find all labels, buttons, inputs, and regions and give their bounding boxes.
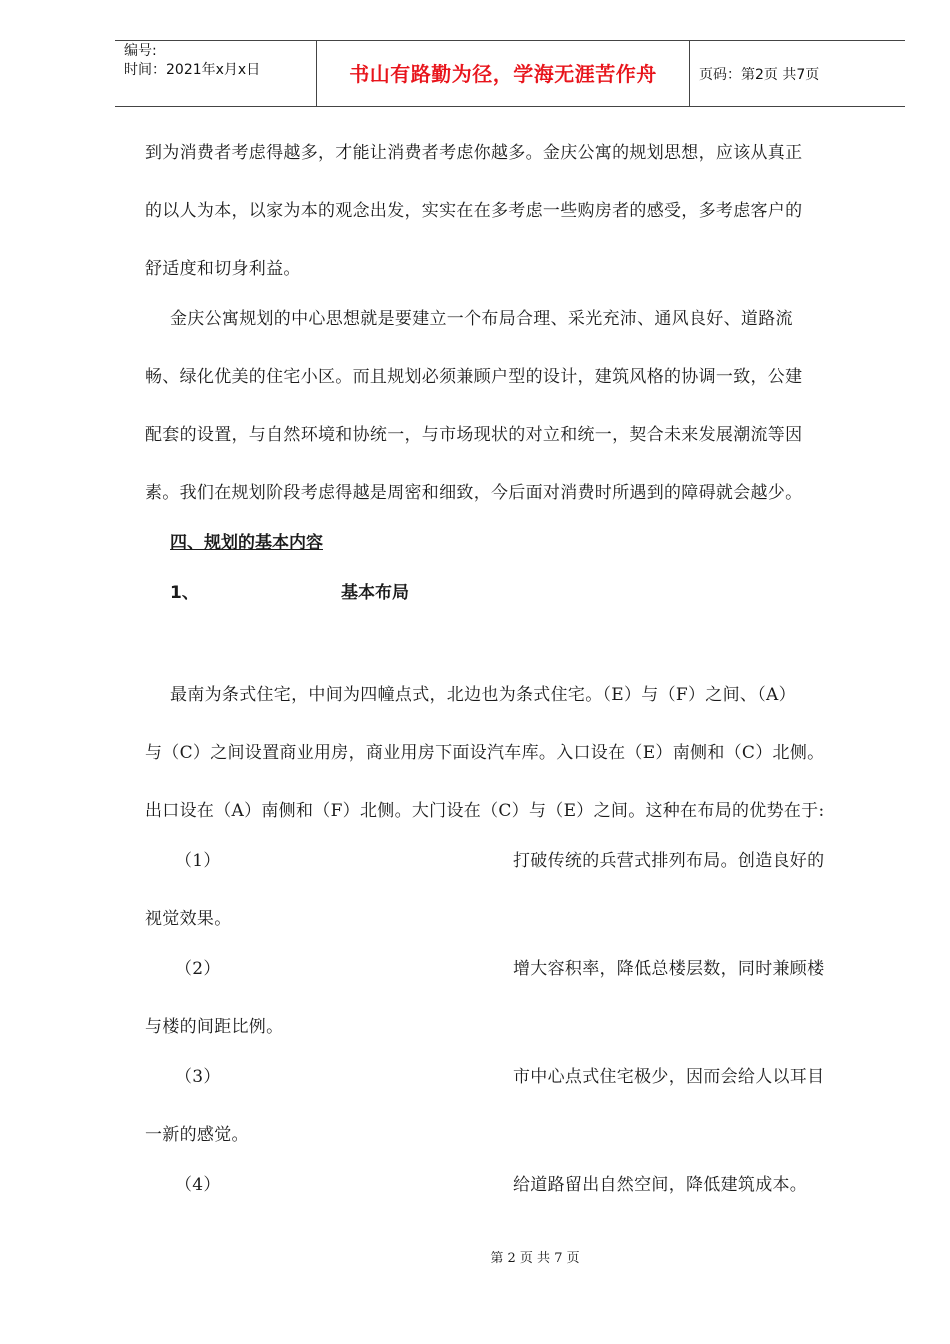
page-footer: 第 2 页 共 7 页 [490,1251,580,1266]
header-motto: 书山有路勤为径，学海无涯苦作舟 [349,62,657,86]
header-meta [124,42,260,80]
layout-line: 最南为条式住宅，中间为四幢点式，北边也为条式住宅。（E）与（F）之间、（A） [170,685,796,705]
advantage-text: 增大容积率，降低总楼层数，同时兼顾楼 [513,959,825,979]
advantage-continuation: 与楼的间距比例。 [145,1017,284,1037]
body-line: 配套的设置，与自然环境和协统一，与市场现状的对立和统一，契合未来发展潮流等因 [145,425,803,445]
advantage-continuation: 视觉效果。 [145,909,232,929]
body-line: 舒适度和切身利益。 [145,259,301,279]
header-page-number: 页码：第2页 共7页 [699,67,820,83]
header-bottom-border [115,106,905,107]
time-label: 时间：2021年x月x日 [124,62,261,78]
advantage-text: 打破传统的兵营式排列布局。创造良好的 [513,851,825,871]
header-divider-left [316,40,317,107]
body-line: 畅、绿化优美的住宅小区。而且规划必须兼顾户型的设计，建筑风格的协调一致，公建 [145,367,803,387]
section-heading: 四、规划的基本内容 [170,533,323,553]
layout-line: 与（C）之间设置商业用房，商业用房下面设汽车库。入口设在（E）南侧和（C）北侧。 [145,743,825,763]
serial-label: 编号: [124,43,157,59]
advantage-number: （1） [175,851,221,871]
subsection-number: 1、 [170,583,199,603]
body-line: 素。我们在规划阶段考虑得越是周密和细致，今后面对消费时所遇到的障碍就会越少。 [145,483,803,503]
body-line: 到为消费者考虑得越多，才能让消费者考虑你越多。金庆公寓的规划思想，应该从真正 [145,143,803,163]
advantage-continuation: 一新的感觉。 [145,1125,249,1145]
header-top-border [115,40,905,41]
layout-line: 出口设在（A）南侧和（F）北侧。大门设在（C）与（E）之间。这种在布局的优势在于: [145,801,825,821]
advantage-text: 市中心点式住宅极少，因而会给人以耳目 [513,1067,825,1087]
body-line: 的以人为本，以家为本的观念出发，实实在在多考虑一些购房者的感受，多考虑客户的 [145,201,803,221]
body-line: 金庆公寓规划的中心思想就是要建立一个布局合理、采光充沛、通风良好、道路流 [170,309,793,329]
advantage-number: （4） [175,1175,221,1195]
advantage-number: （3） [175,1067,221,1087]
advantage-number: （2） [175,959,221,979]
subsection-title: 基本布局 [341,583,409,603]
header-divider-right [689,40,690,107]
advantage-text: 给道路留出自然空间，降低建筑成本。 [513,1175,808,1195]
